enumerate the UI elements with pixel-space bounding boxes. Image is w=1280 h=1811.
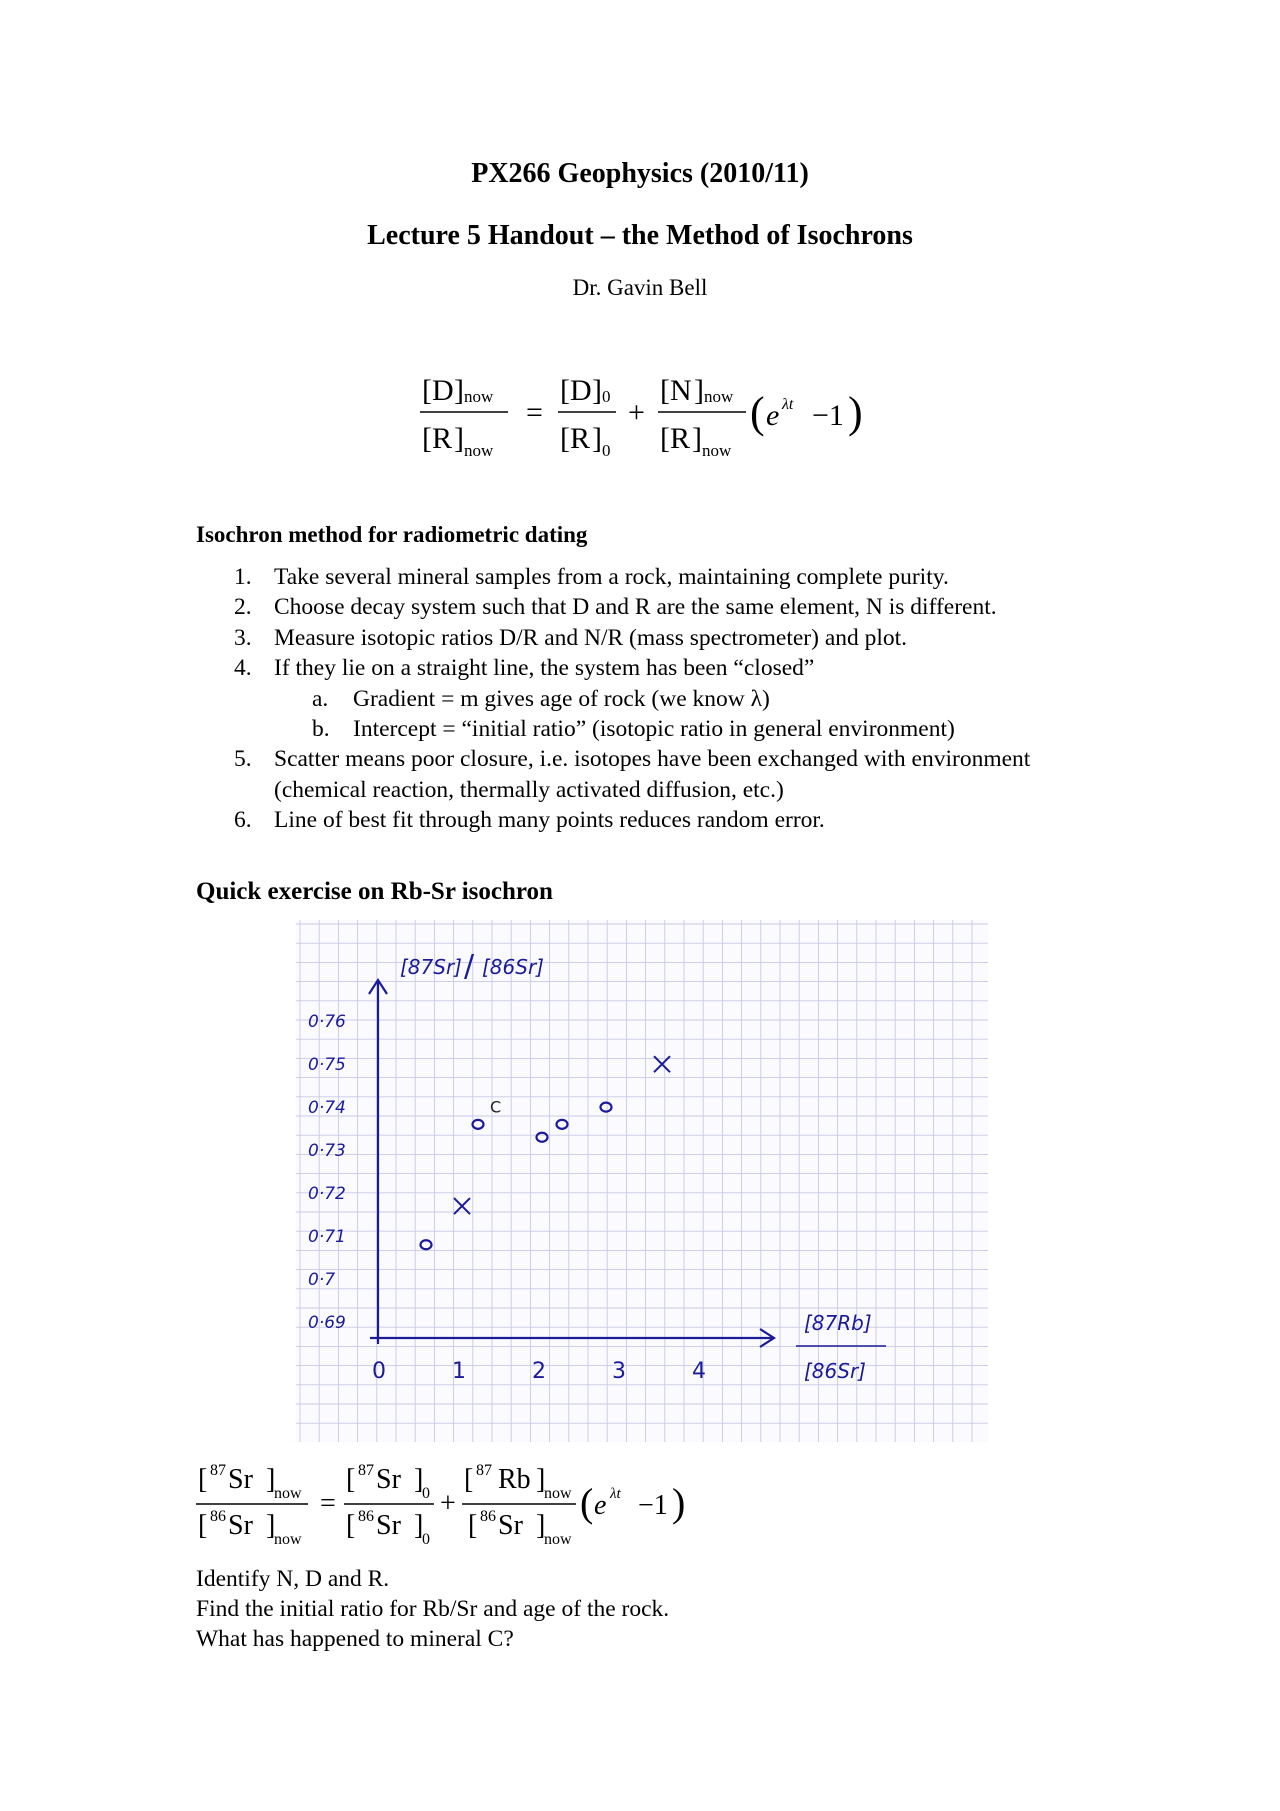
bracket: ] — [414, 1464, 424, 1495]
exp-base: e — [594, 1490, 607, 1521]
item-text: Choose decay system such that D and R are the same element, N is different. — [274, 594, 997, 621]
bracket: ] — [414, 1510, 424, 1541]
item-text: Gradient = m gives age of rock (we know λ) — [353, 685, 770, 712]
bracket: ] — [694, 374, 704, 407]
eq-sr86-zero: Sr — [376, 1510, 401, 1541]
list-item — [196, 653, 1196, 683]
bracket: [ — [468, 1510, 478, 1541]
superscript-87: 87 — [358, 1462, 374, 1479]
y-axis-label-denominator: [86Sr] — [482, 955, 544, 979]
bracket: [ — [660, 422, 670, 455]
plus-sign: + — [440, 1488, 456, 1519]
y-tick-label: 0·7 — [308, 1270, 336, 1290]
item-text: Measure isotopic ratios D/R and N/R (mass spectrometer) and plot. — [274, 624, 908, 651]
bracket: ] — [454, 422, 464, 455]
exp-base: e — [766, 399, 780, 432]
paren-open: ( — [750, 388, 765, 437]
bracket: ] — [454, 374, 464, 407]
general-decay-equation — [420, 355, 880, 470]
y-tick-label: 0·73 — [308, 1141, 346, 1161]
rb-sr-equation — [196, 1448, 716, 1563]
subscript-now: now — [702, 441, 732, 460]
eq-R-now: R — [432, 422, 453, 455]
bracket: [ — [560, 422, 570, 455]
question-2: Find the initial ratio for Rb/Sr and age of the rock. — [196, 1596, 670, 1622]
list-subitem — [196, 684, 1196, 714]
bracket: ] — [536, 1464, 546, 1495]
list-item — [196, 744, 1196, 805]
x-axis-label-denominator: [86Sr] — [804, 1359, 866, 1383]
y-tick-label: 0·74 — [308, 1098, 346, 1118]
eq-R-zero: R — [570, 422, 591, 455]
course-title: PX266 Geophysics (2010/11) — [471, 158, 809, 189]
x-tick-label: 0 — [372, 1359, 386, 1384]
isochron-heading: Isochron method for radiometric dating — [196, 522, 588, 547]
question-1: Identify N, D and R. — [196, 1566, 390, 1592]
author: Dr. Gavin Bell — [572, 275, 708, 300]
bracket: ] — [592, 422, 602, 455]
bracket: [ — [560, 374, 570, 407]
subscript-now: now — [704, 387, 734, 406]
list-subitem — [196, 714, 1196, 744]
y-axis-label-slash: / — [464, 949, 475, 984]
item-text: Line of best fit through many points reduces random error. — [274, 807, 825, 834]
subscript-now: now — [274, 1531, 302, 1548]
bracket: [ — [660, 374, 670, 407]
item-number: 2. — [234, 594, 252, 621]
plus-sign: + — [628, 396, 645, 429]
isochron-steps — [196, 562, 1196, 836]
subscript-zero: 0 — [422, 1531, 430, 1548]
eq-sr87-zero: Sr — [376, 1464, 401, 1495]
subscript-now: now — [544, 1531, 572, 1548]
eq-sr86-now: Sr — [498, 1510, 523, 1541]
bracket: [ — [422, 374, 432, 407]
list-item — [196, 623, 1196, 653]
y-tick-label: 0·75 — [308, 1055, 346, 1075]
subscript-zero: 0 — [602, 387, 611, 406]
data-point-circle — [537, 1133, 548, 1142]
isochron-graph — [296, 920, 988, 1442]
y-tick-label: 0·72 — [308, 1184, 346, 1204]
item-number: 4. — [234, 655, 252, 682]
bracket: ] — [536, 1510, 546, 1541]
isochron-chart — [296, 920, 988, 1442]
superscript-87: 87 — [476, 1462, 492, 1479]
paren-close: ) — [848, 388, 863, 437]
exp-power: λt — [610, 1486, 621, 1502]
data-point-circle — [601, 1103, 612, 1112]
paren-open: ( — [580, 1480, 594, 1525]
superscript-86: 86 — [210, 1508, 226, 1525]
subscript-now: now — [464, 441, 494, 460]
bracket: [ — [198, 1510, 208, 1541]
eq-sr86-now: Sr — [228, 1510, 253, 1541]
minus-one: −1 — [812, 399, 844, 432]
data-point-circle — [421, 1240, 432, 1249]
list-item — [196, 562, 1196, 592]
eq-N-now: N — [670, 374, 692, 407]
lecture-title: Lecture 5 Handout – the Method of Isochrons — [367, 220, 913, 251]
bracket: [ — [464, 1464, 474, 1495]
item-text: If they lie on a straight line, the system has been “closed” — [274, 655, 815, 682]
x-tick-label: 4 — [692, 1359, 706, 1384]
eq-D-zero: D — [570, 374, 592, 407]
item-number: b. — [312, 716, 330, 743]
y-tick-label: 0·69 — [308, 1313, 346, 1333]
item-number: a. — [312, 685, 329, 712]
exp-power: λt — [782, 396, 794, 413]
data-point-circle — [557, 1120, 568, 1129]
item-number: 1. — [234, 564, 252, 590]
exercise-heading: Quick exercise on Rb-Sr isochron — [196, 878, 553, 905]
data-point-circle — [473, 1120, 484, 1129]
y-tick-label: 0·76 — [308, 1012, 346, 1032]
item-text: Take several mineral samples from a rock, maintaining complete purity. — [274, 564, 949, 590]
superscript-86: 86 — [358, 1508, 374, 1525]
minus-one: −1 — [638, 1490, 668, 1521]
data-point-label: C — [490, 1097, 502, 1117]
subscript-zero: 0 — [422, 1485, 430, 1502]
equals-sign: = — [526, 396, 543, 429]
bracket: ] — [266, 1464, 276, 1495]
question-3: What has happened to mineral C? — [196, 1626, 514, 1652]
eq-sr87-now: Sr — [228, 1464, 253, 1495]
item-number: 6. — [234, 807, 252, 834]
subscript-now: now — [464, 387, 494, 406]
item-text: Intercept = “initial ratio” (isotopic ratio in general environment) — [353, 716, 955, 743]
eq-R-now: R — [670, 422, 691, 455]
bracket: ] — [266, 1510, 276, 1541]
x-tick-label: 3 — [612, 1359, 626, 1384]
item-number: 5. — [234, 746, 252, 773]
eq-D-now: D — [432, 374, 454, 407]
subscript-zero: 0 — [602, 441, 611, 460]
list-item — [196, 592, 1196, 622]
equals-sign: = — [320, 1488, 336, 1519]
subscript-now: now — [544, 1485, 572, 1502]
item-text: Scatter means poor closure, i.e. isotopes have been exchanged with environment (chemical reaction, thermally activated diffusion, etc.) — [274, 746, 1031, 803]
x-tick-label: 2 — [532, 1359, 546, 1384]
subscript-now: now — [274, 1485, 302, 1502]
y-axis-label-numerator: [87Sr] — [400, 955, 462, 979]
superscript-86: 86 — [480, 1508, 496, 1525]
bracket: [ — [346, 1464, 356, 1495]
paren-close: ) — [672, 1480, 686, 1525]
x-axis-label-numerator: [87Rb] — [804, 1311, 872, 1335]
bracket: [ — [198, 1464, 208, 1495]
bracket: ] — [592, 374, 602, 407]
superscript-87: 87 — [210, 1462, 226, 1479]
eq-rb87-now: Rb — [498, 1464, 531, 1495]
x-tick-label: 1 — [452, 1359, 466, 1384]
y-tick-label: 0·71 — [308, 1227, 346, 1247]
list-item — [196, 805, 1196, 835]
bracket: [ — [422, 422, 432, 455]
bracket: ] — [692, 422, 702, 455]
item-number: 3. — [234, 624, 252, 651]
bracket: [ — [346, 1510, 356, 1541]
